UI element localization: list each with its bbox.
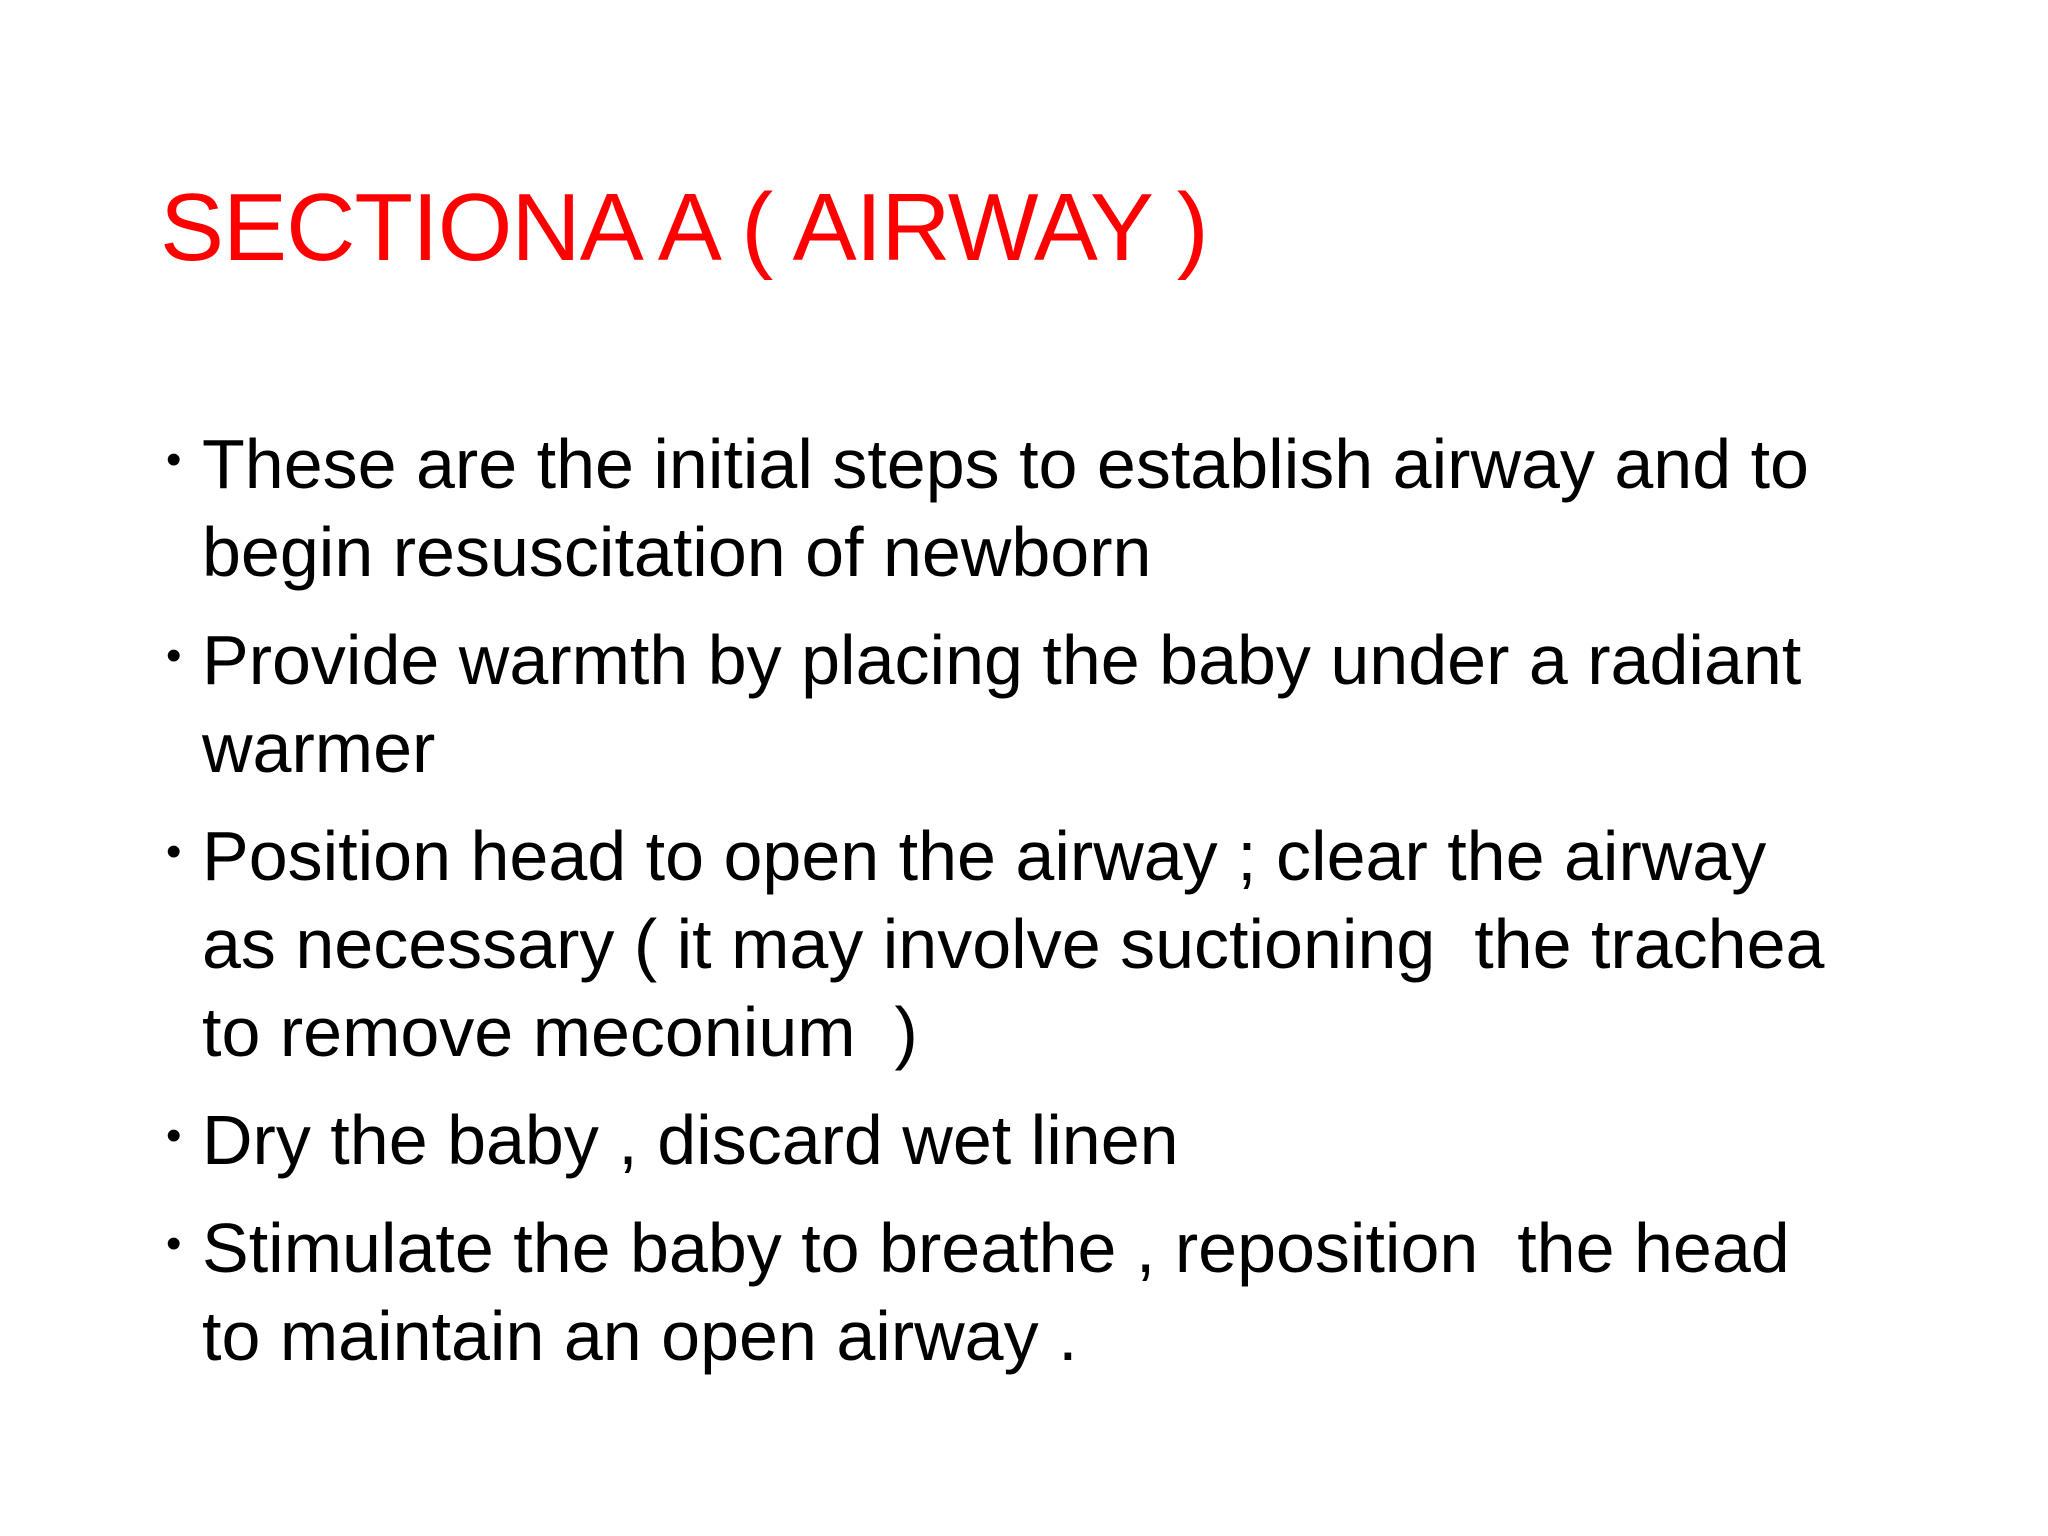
bullet-text-line: Position head to open the airway ; clear the airway (202, 817, 1767, 895)
bullet-text-line: warmer (202, 709, 436, 787)
bullet-text-line: as necessary ( it may involve suctioning the trachea (202, 905, 1825, 983)
bullet-item (160, 812, 1920, 1076)
slide-title: SECTIONA A ( AIRWAY ) (160, 174, 1208, 281)
bullet-list (160, 420, 1920, 1400)
bullet-text-line: to remove meconium ) (202, 993, 918, 1071)
bullet-dot-icon: • (166, 435, 182, 484)
bullet-dot-icon: • (166, 631, 182, 680)
bullet-dot-icon: • (166, 827, 182, 876)
bullet-item (160, 616, 1920, 792)
bullet-text-line: to maintain an open airway . (202, 1297, 1078, 1375)
bullet-text-line: These are the initial steps to establish airway and to (202, 425, 1809, 503)
bullet-dot-icon: • (166, 1219, 182, 1268)
bullet-text-line: Stimulate the baby to breathe , reposition the head (202, 1209, 1790, 1287)
bullet-item (160, 1096, 1920, 1184)
bullet-text-line: Provide warmth by placing the baby under a radiant (202, 621, 1802, 699)
bullet-text-line: begin resuscitation of newborn (202, 513, 1152, 591)
bullet-dot-icon: • (166, 1111, 182, 1160)
bullet-item (160, 1204, 1920, 1380)
bullet-item (160, 420, 1920, 596)
bullet-text-line: Dry the baby , discard wet linen (202, 1101, 1179, 1179)
